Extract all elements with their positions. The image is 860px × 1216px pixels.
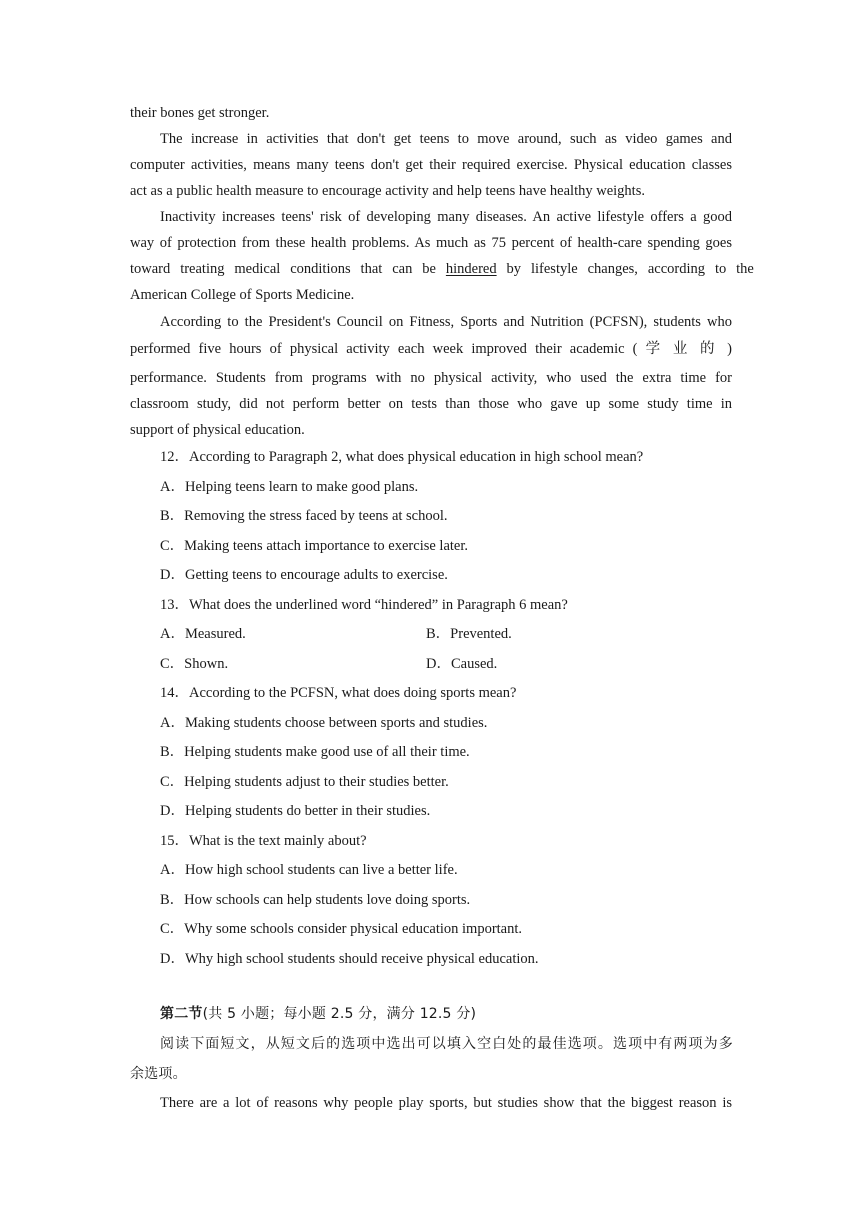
- answer-option: D．Why high school students should receive physical education.: [160, 951, 539, 967]
- answer-option: A．Making students choose between sports and studies.: [160, 715, 488, 731]
- section-instruction: 余选项。: [130, 1066, 187, 1082]
- answer-option: D．Helping students do better in their studies.: [160, 803, 431, 819]
- passage-line: performed five hours of physical activity each week improved their academic ( 学 业 的 ): [130, 341, 732, 357]
- passage-line: act as a public health measure to encourage activity and help teens have healthy weights.: [130, 183, 645, 199]
- passage-line: There are a lot of reasons why people play sports, but studies show that the biggest reason is: [160, 1095, 732, 1111]
- answer-option: B．Removing the stress faced by teens at school.: [160, 508, 448, 524]
- passage-line: The increase in activities that don't get teens to move around, such as video games and: [160, 131, 732, 147]
- answer-option: B．Prevented.: [426, 626, 512, 642]
- section-heading: [160, 1004, 732, 1024]
- passage-line: American College of Sports Medicine.: [130, 287, 355, 303]
- passage-line: classroom study, did not perform better on tests than those who gave up some study time in: [130, 396, 732, 412]
- section-instruction: 阅读下面短文，从短文后的选项中选出可以填入空白处的最佳选项。选项中有两项为多: [160, 1036, 734, 1052]
- passage-line: support of physical education.: [130, 422, 305, 438]
- underlined-word: hindered: [445, 261, 497, 277]
- question-stem: 13．What does the underlined word “hindered” in Paragraph 6 mean?: [160, 597, 568, 613]
- passage-text: toward treating medical conditions that can be: [130, 261, 446, 277]
- question-stem: 14．According to the PCFSN, what does doing sports mean?: [160, 685, 517, 701]
- passage-line: way of protection from these health problems. As much as 75 percent of health-care spending goes: [130, 235, 732, 251]
- question-stem: 15．What is the text mainly about?: [160, 833, 367, 849]
- passage-line: computer activities, means many teens don't get their required exercise. Physical education classes: [130, 157, 732, 173]
- passage-line: performance. Students from programs with no physical activity, who used the extra time for: [130, 370, 732, 386]
- answer-option: A．How high school students can live a better life.: [160, 862, 458, 878]
- passage-line: [130, 259, 754, 279]
- answer-option: C．Why some schools consider physical education important.: [160, 921, 523, 937]
- answer-option: B．How schools can help students love doing sports.: [160, 892, 471, 908]
- answer-option: C．Making teens attach importance to exercise later.: [160, 538, 469, 554]
- answer-option: A．Helping teens learn to make good plans.: [160, 479, 419, 495]
- section-heading-detail: (共 5 小题；每小题 2.5 分，满分 12.5 分): [202, 1006, 477, 1022]
- answer-option: A．Measured.: [160, 626, 246, 642]
- passage-line: Inactivity increases teens' risk of developing many diseases. An active lifestyle offers a good: [160, 209, 732, 225]
- answer-option: D．Caused.: [426, 656, 498, 672]
- passage-text: by lifestyle changes, according to the: [496, 261, 754, 277]
- answer-option: B．Helping students make good use of all their time.: [160, 744, 470, 760]
- answer-option: C．Helping students adjust to their studies better.: [160, 774, 449, 790]
- passage-line: their bones get stronger.: [130, 105, 270, 121]
- answer-option: C．Shown.: [160, 656, 229, 672]
- question-stem: 12．According to Paragraph 2, what does physical education in high school mean?: [160, 449, 644, 465]
- answer-option: D．Getting teens to encourage adults to exercise.: [160, 567, 448, 583]
- passage-line: According to the President's Council on Fitness, Sports and Nutrition (PCFSN), students who: [160, 314, 732, 330]
- section-heading-label: 第二节: [160, 1006, 203, 1022]
